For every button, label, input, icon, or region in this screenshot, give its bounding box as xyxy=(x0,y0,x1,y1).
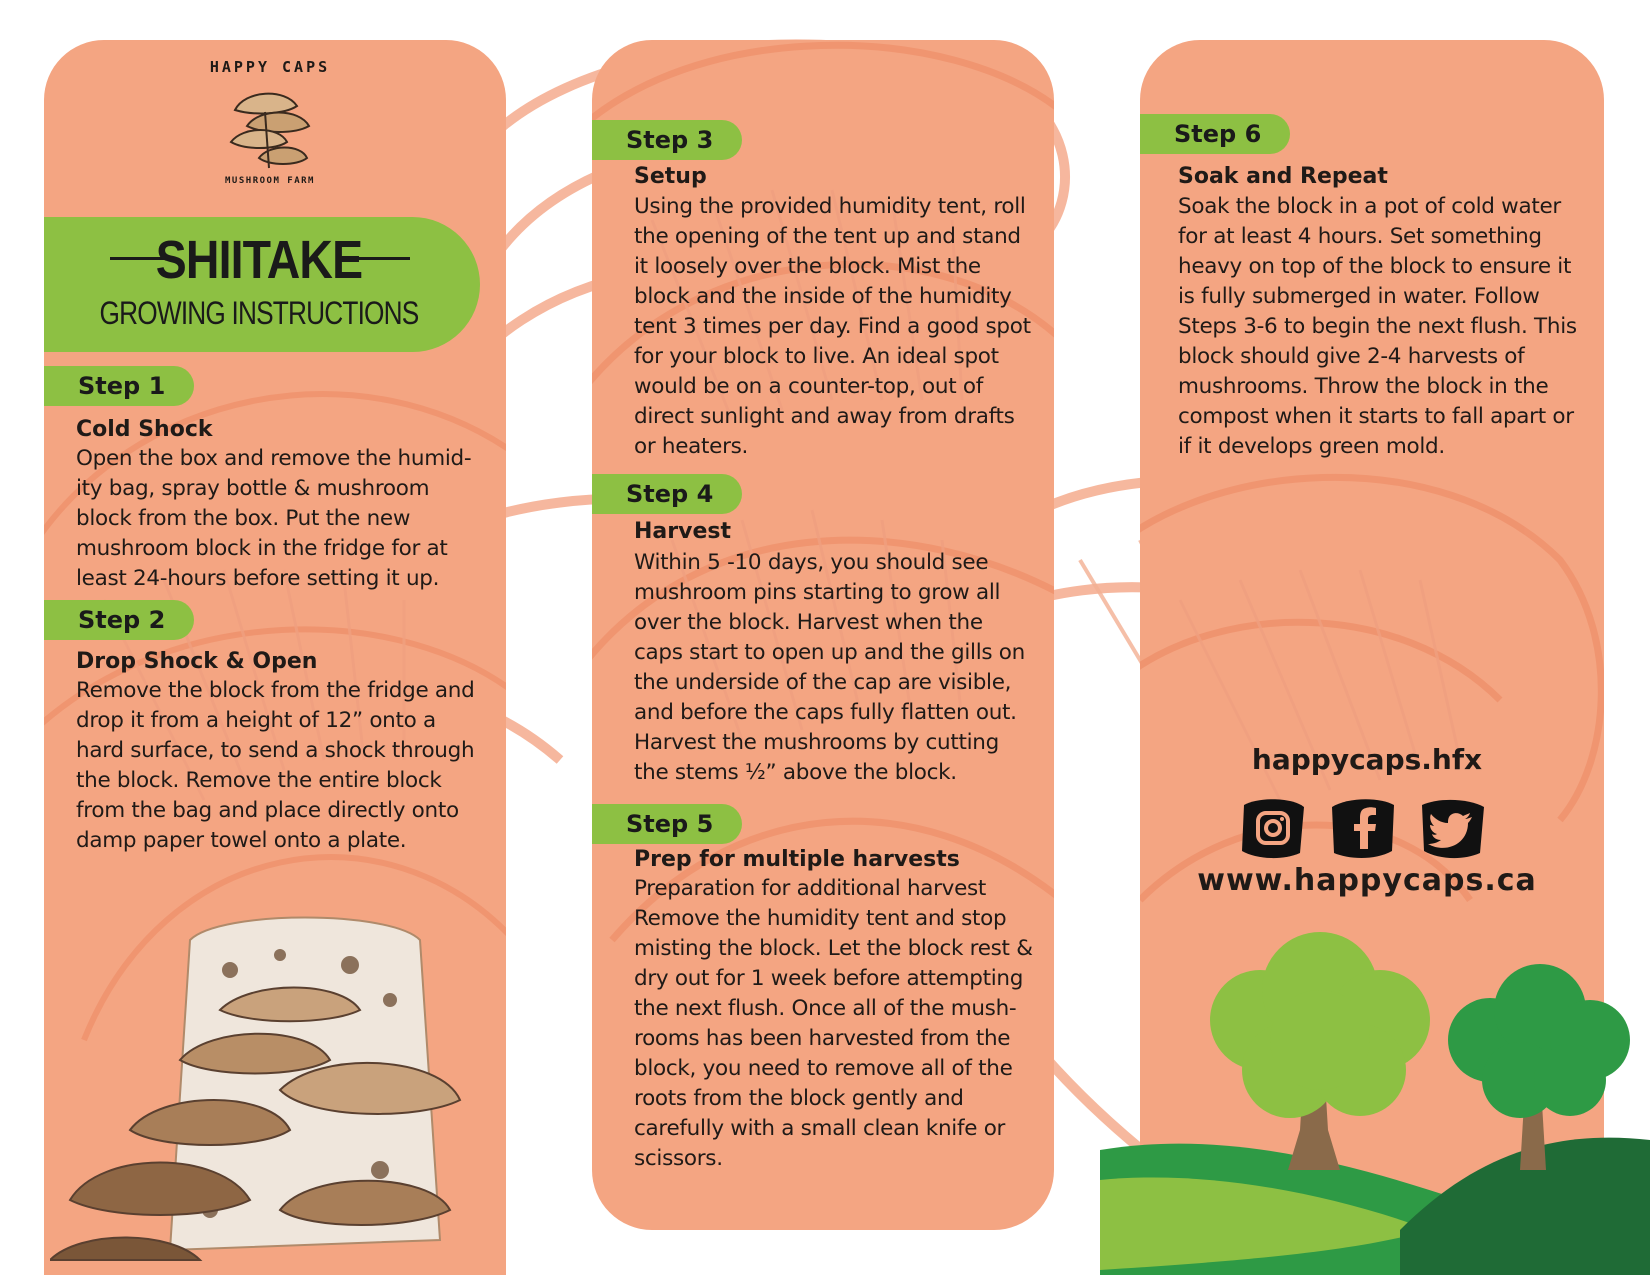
step-4-label: Step 4 xyxy=(592,474,742,514)
happy-caps-logo xyxy=(205,52,335,202)
step-6-label: Step 6 xyxy=(1140,114,1290,154)
twitter-icon[interactable] xyxy=(1418,795,1488,861)
facebook-icon[interactable] xyxy=(1328,795,1398,861)
trees-landscape-illustration xyxy=(1100,930,1650,1275)
step-3-text: Using the provided humidity tent, roll the opening of the tent up and stand it loosely over the block. Mist the block and the inside of the humidity tent 3 times per day. Find a good spot for your block to live. An ideal spot would be on a counter-top, out of direct sunlight and away from drafts or heaters. xyxy=(634,194,1031,459)
step-2-label: Step 2 xyxy=(44,600,194,640)
logo-top-text: HAPPY CAPS xyxy=(209,58,331,76)
step-6-title: Soak and Repeat xyxy=(1178,164,1388,189)
step-5-label: Step 5 xyxy=(592,804,742,844)
page-subtitle: GROWING INSTRUCTIONS xyxy=(99,295,419,331)
step-4-text: Within 5 -10 days, you should see mushroom pins starting to grow all over the block. Harvest when the caps start to open up and the gills on the underside of the cap are visible, and before the caps fully flatten out. Harvest the mushrooms by cutting the stems ½” above the block. xyxy=(634,550,1025,785)
step-2-title: Drop Shock & Open xyxy=(76,649,318,674)
shiitake-block-photo xyxy=(50,910,480,1275)
step-6-text: Soak the block in a pot of cold water for at least 4 hours. Set something heavy on top of the block to ensure it is fully submerged in water. Follow Steps 3-6 to begin the next flush. This block should give 2-4 harvests of mushrooms. Throw the block in the compost when it starts to fall apart or if it develops green mold. xyxy=(1178,194,1577,459)
social-icons xyxy=(1238,795,1498,863)
step-1-text: Open the box and remove the humid- ity bag, spray bottle & mushroom block from the box. Put the new mushroom block in the fridge for at least 24-hours before setting it up. xyxy=(76,446,472,591)
website-link[interactable]: www.happycaps.ca xyxy=(1197,863,1537,898)
step-1-title: Cold Shock xyxy=(76,417,213,442)
step-2-text: Remove the block from the fridge and drop it from a height of 12” onto a hard surface, to send a shock through the block. Remove the entire block from the bag and place directly onto damp paper towel onto a plate. xyxy=(76,678,475,853)
instagram-icon[interactable] xyxy=(1238,795,1308,861)
step-1-label: Step 1 xyxy=(44,366,194,406)
step-5-title: Prep for multiple harvests xyxy=(634,847,960,872)
logo-bottom-text: MUSHROOM FARM xyxy=(225,176,315,186)
step-5-text: Preparation for additional harvest Remove the humidity tent and stop misting the block. Let the block rest & dry out for 1 week before attempting the next flush. Once all of the mush- rooms has been harvested from the block, you need to remove all of the roots from the block gently and carefully with a small clean knife or scissors. xyxy=(634,876,1033,1171)
step-4-title: Harvest xyxy=(634,519,731,544)
oyster-mushroom-cluster-icon xyxy=(225,82,315,172)
title-banner xyxy=(44,217,480,352)
step-3-title: Setup xyxy=(634,164,707,189)
social-handle[interactable]: happycaps.hfx xyxy=(1251,743,1483,776)
step-3-label: Step 3 xyxy=(592,120,742,160)
page-title: SHIITAKE xyxy=(155,230,363,290)
